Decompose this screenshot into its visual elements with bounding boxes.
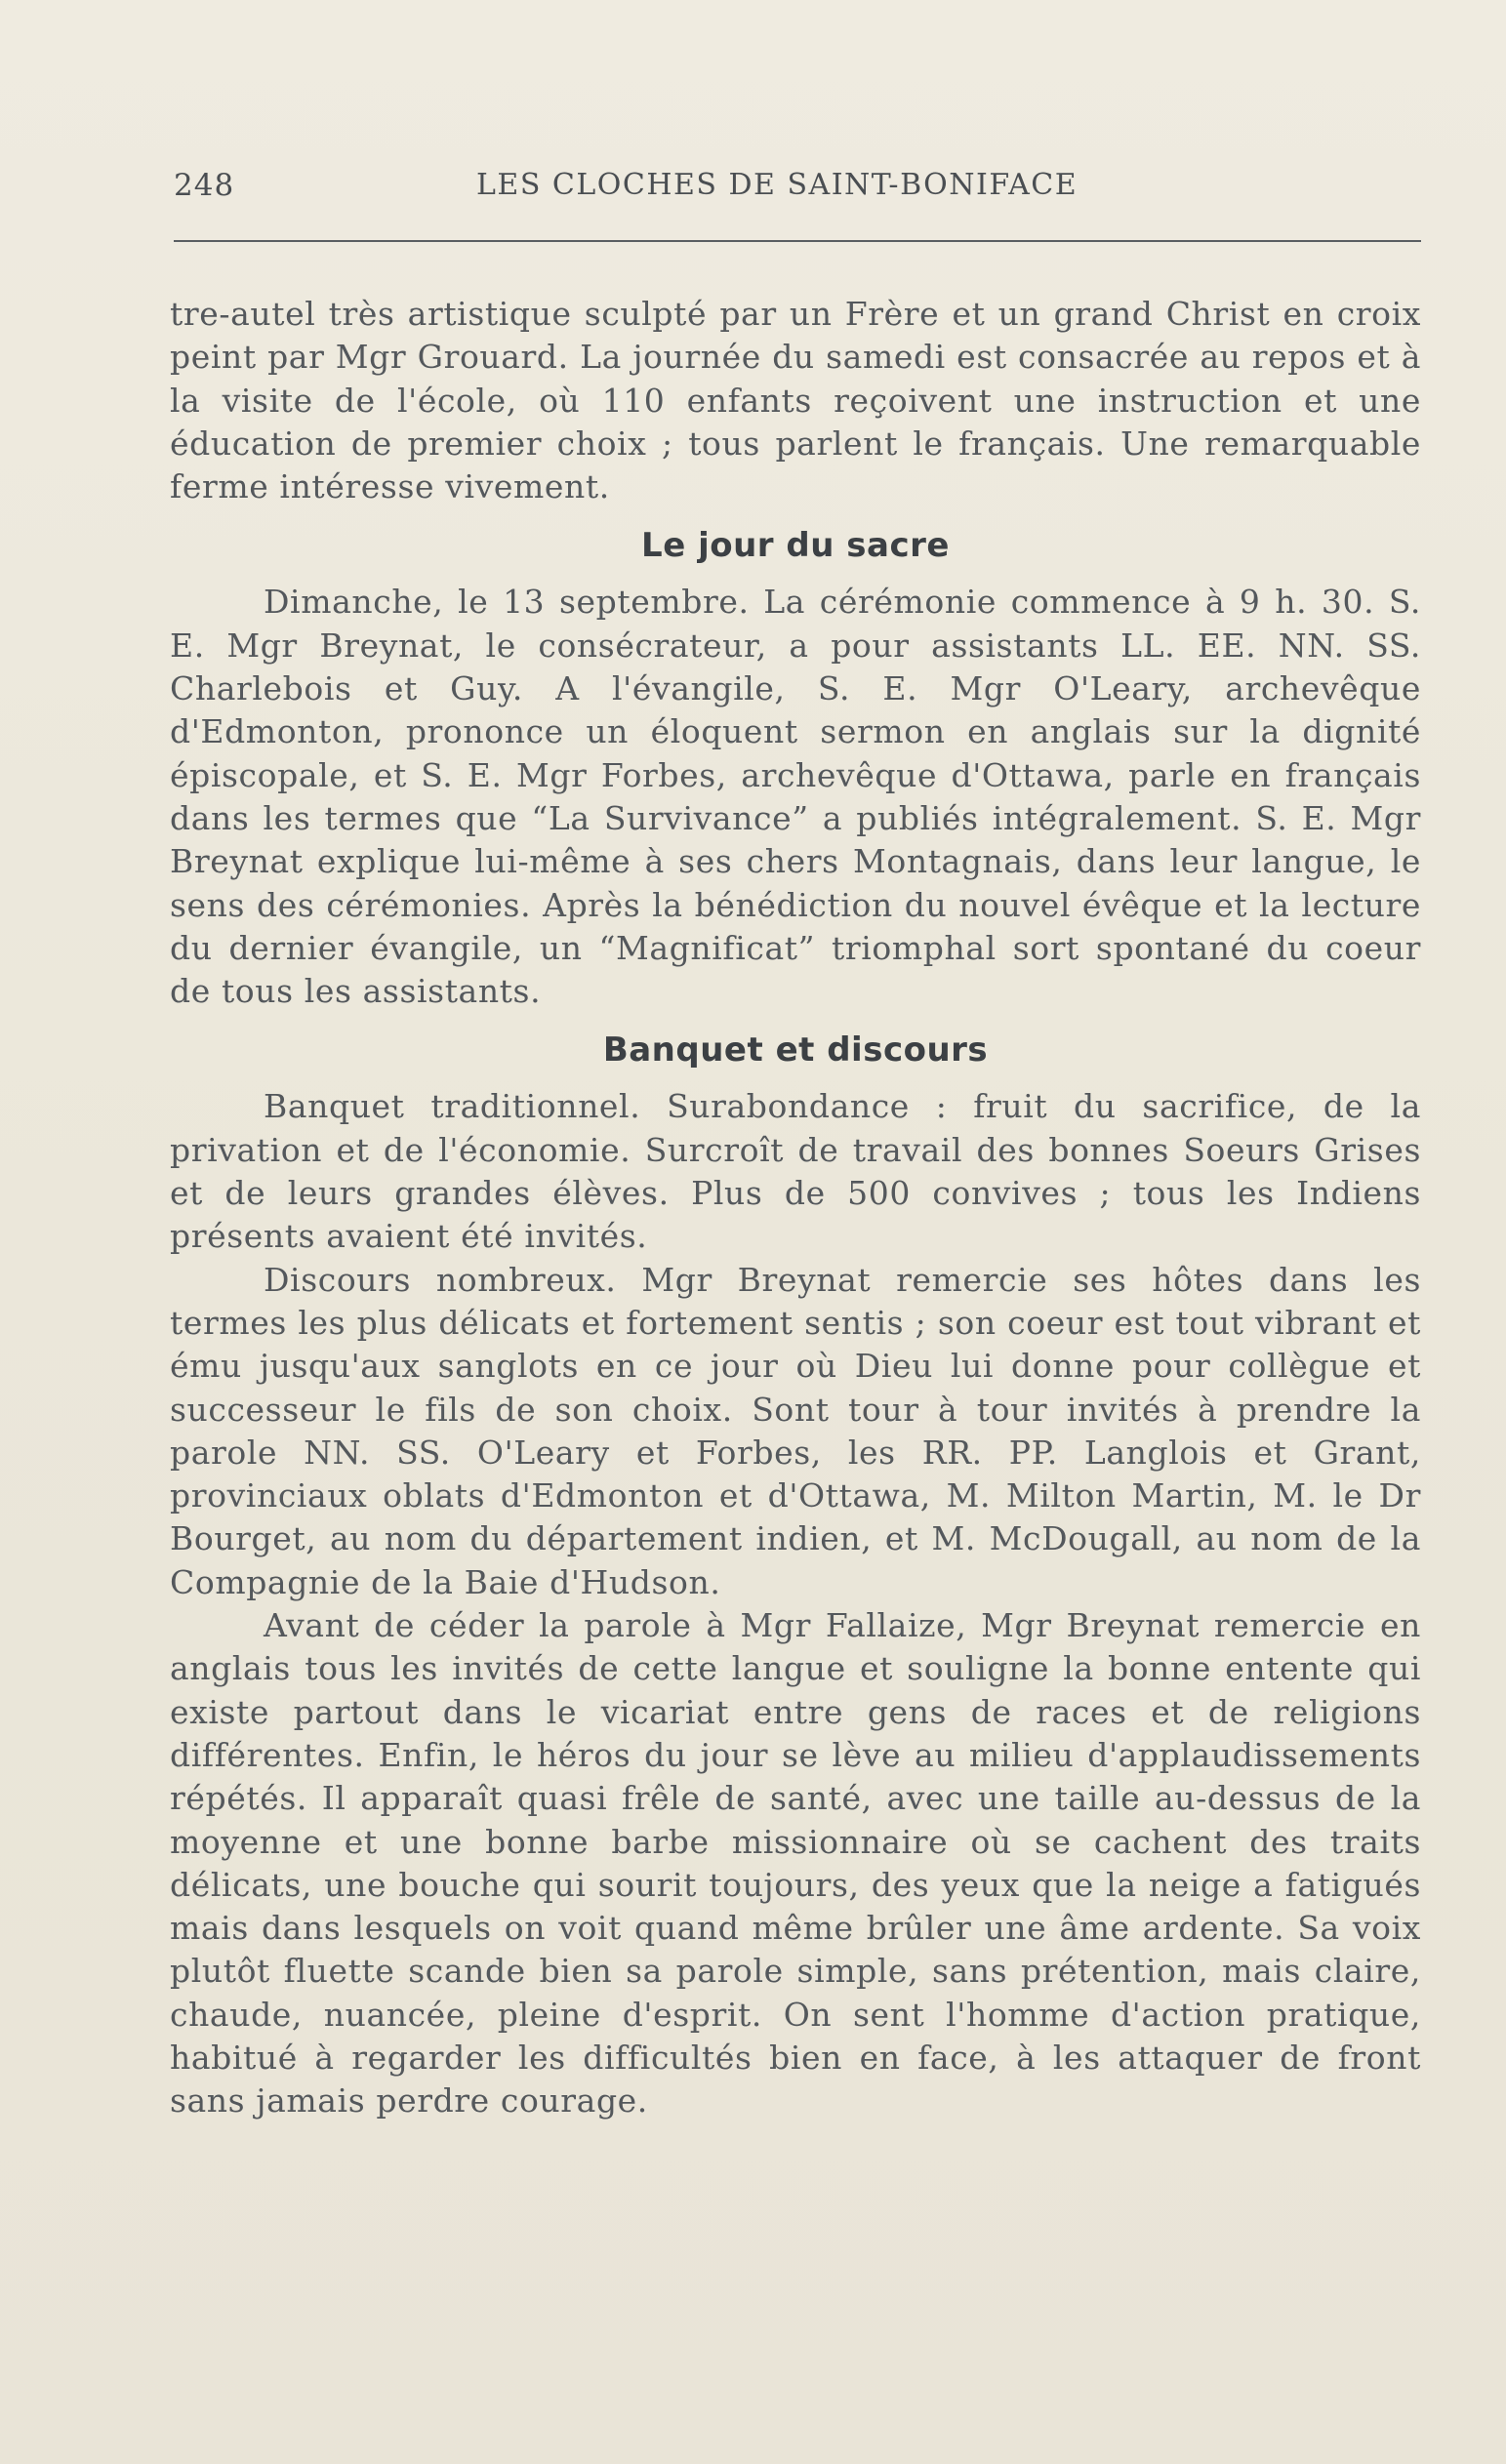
body-text: [170, 293, 1421, 2123]
paragraph: Discours nombreux. Mgr Breynat remercie ses hôtes dans les termes les plus délicats et fortement sentis ; son coeur est tout vibrant et ému jusqu'aux sanglots en ce jour où Dieu lui donne pour collègue et successeur le fils de son choix. Sont tour à tour invités à prendre la parole NN. SS. O'Leary et Forbes, les RR. PP. Langlois et Grant, provinciaux oblats d'Edmonton et d'Ottawa, M. Milton Martin, M. le Dr Bourget, au nom du département indien, et M. McDougall, au nom de la Compagnie de la Baie d'Hudson.: [170, 1260, 1421, 1601]
page-number: 248: [174, 168, 235, 203]
running-head: LES CLOCHES DE SAINT-BONIFACE: [476, 168, 1079, 202]
section-heading-sacre: Le jour du sacre: [641, 526, 950, 566]
section-heading-banquet: Banquet et discours: [602, 1030, 989, 1070]
header-rule: [174, 240, 1421, 242]
paragraph: tre-autel très artistique sculpté par un Frère et un grand Christ en croix peint par Mgr Grouard. La journée du samedi est consacrée au repos et à la visite de l'école, où 110 enfants reçoivent une instruction et une éducation de premier choix ; tous parlent le français. Une remarquable ferme intéresse vivement.: [170, 295, 1421, 506]
paragraph: Avant de céder la parole à Mgr Fallaize, Mgr Breynat remercie en anglais tous les invités de cette langue et souligne la bonne entente qui existe partout dans le vicariat entre gens de races et de religions différentes. Enfin, le héros du jour se lève au milieu d'applaudissements répétés. Il apparaît quasi frêle de santé, avec une taille au-dessus de la moyenne et une bonne barbe missionnaire où se cachent des traits délicats, une bouche qui sourit toujours, des yeux que la neige a fatigués mais dans lesquels on voit quand même brûler une âme ardente. Sa voix plutôt fluette scande bien sa parole simple, sans prétention, mais claire, chaude, nuancée, pleine d'esprit. On sent l'homme d'action pratique, habitué à regarder les difficultés bien en face, à les attaquer de front sans jamais perdre courage.: [170, 1606, 1421, 2121]
paragraph: Dimanche, le 13 septembre. La cérémonie commence à 9 h. 30. S. E. Mgr Breynat, le consécrateur, a pour assistants LL. EE. NN. SS. Charlebois et Guy. A l'évangile, S. E. Mgr O'Leary, archevêque d'Edmonton, prononce un éloquent sermon en anglais sur la dignité épiscopale, et S. E. Mgr Forbes, archevêque d'Ottawa, parle en français dans les termes que “La Survivance” a publiés intégralement. S. E. Mgr Breynat explique lui-même à ses chers Montagnais, dans leur langue, le sens des cérémonies. Après la bénédiction du nouvel évêque et la lecture du dernier évangile, un “Magnificat” triomphal sort spontané du coeur de tous les assistants.: [170, 583, 1421, 1011]
page-header: [174, 164, 1421, 209]
paragraph: Banquet traditionnel. Surabondance : fruit du sacrifice, de la privation et de l'économie. Surcroît de travail des bonnes Soeurs Grises et de leurs grandes élèves. Plus de 500 convives ; tous les Indiens présents avaient été invités.: [170, 1087, 1421, 1256]
